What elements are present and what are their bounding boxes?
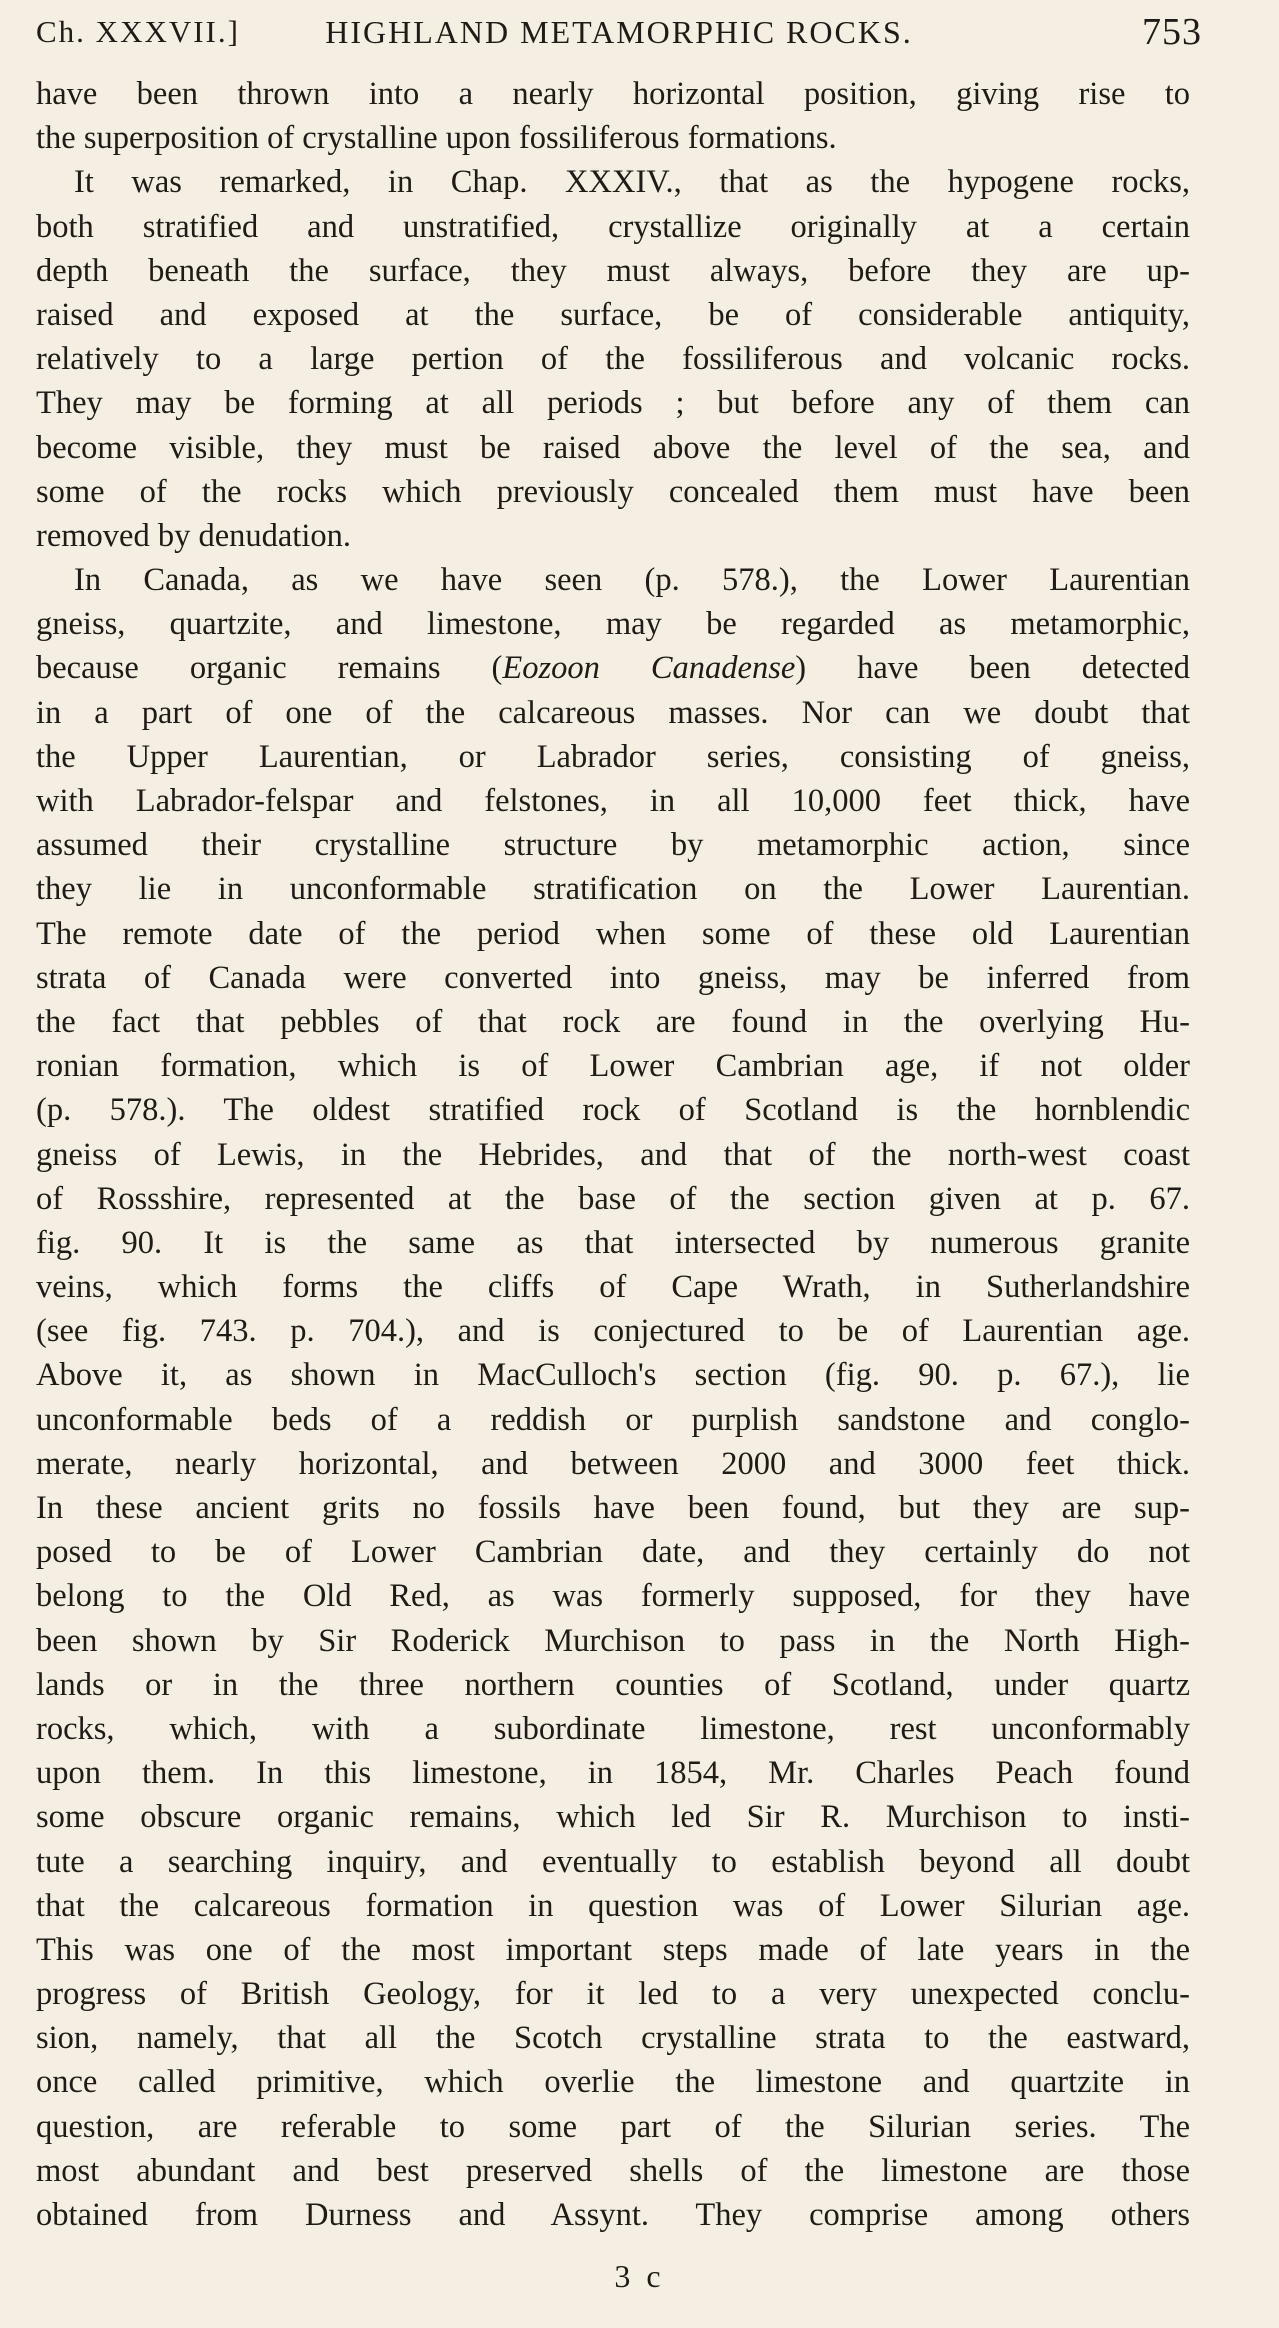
text-line: the fact that pebbles of that rock are found in the overlying Hu- <box>36 1003 1190 1040</box>
text-line: have been thrown into a nearly horizontal position, giving rise to <box>36 76 1190 112</box>
page-number: 753 <box>1142 11 1202 53</box>
text-line: assumed their crystalline structure by metamorphic action, since <box>36 827 1190 864</box>
text-line: some obscure organic remains, which led Sir R. Murchison to insti- <box>36 1799 1190 1836</box>
running-head <box>36 10 1202 62</box>
text-line: been shown by Sir Roderick Murchison to pass in the North High- <box>36 1622 1190 1659</box>
text-line: ronian formation, which is of Lower Cambrian age, if not older <box>36 1048 1190 1085</box>
text-line: of Rossshire, represented at the base of the section given at p. 67. <box>36 1180 1190 1217</box>
text-line: It was remarked, in Chap. XXXIV., that as the hypogene rocks, <box>74 164 1190 201</box>
body-text <box>36 72 1190 2237</box>
signature-mark: 3 c <box>614 2258 665 2294</box>
text-line: The remote date of the period when some of these old Laurentian <box>36 915 1190 952</box>
text-line: In these ancient grits no fossils have been found, but they are sup- <box>36 1490 1190 1526</box>
text-line: sion, namely, that all the Scotch crystalline strata to the eastward, <box>36 2020 1190 2057</box>
text-line: (p. 578.). The oldest stratified rock of Scotland is the hornblendic <box>36 1092 1190 1129</box>
text-line: the Upper Laurentian, or Labrador series, consisting of gneiss, <box>36 738 1190 775</box>
text-line: relatively to a large pertion of the fossiliferous and volcanic rocks. <box>36 341 1190 378</box>
text-line: depth beneath the surface, they must always, before they are up- <box>36 252 1190 289</box>
text-line: because organic remains (Eozoon Canadense) have been detected <box>36 650 1190 687</box>
text-line: In Canada, as we have seen (p. 578.), the Lower Laurentian <box>74 562 1190 599</box>
text-line: obtained from Durness and Assynt. They comprise among others <box>36 2197 1190 2233</box>
text-line: veins, which forms the cliffs of Cape Wrath, in Sutherlandshire <box>36 1269 1190 1306</box>
taxon-name: Eozoon Canadense <box>502 650 796 687</box>
text-line: some of the rocks which previously concealed them must have been <box>36 473 1190 510</box>
text-line: most abundant and best preserved shells of the limestone are those <box>36 2152 1190 2189</box>
text-line: removed by denudation. <box>36 517 351 554</box>
text-line: the superposition of crystalline upon fossiliferous formations. <box>36 120 837 157</box>
text-line: rocks, which, with a subordinate limestone, rest unconformably <box>36 1710 1190 1747</box>
text-line: strata of Canada were converted into gneiss, may be inferred from <box>36 959 1190 996</box>
chapter-reference: Ch. XXXVII.] <box>36 14 240 49</box>
text-line: gneiss of Lewis, in the Hebrides, and that of the north-west coast <box>36 1136 1190 1173</box>
text-line: fig. 90. It is the same as that intersected by numerous granite <box>36 1224 1190 1261</box>
text-line: lands or in the three northern counties of Scotland, under quartz <box>36 1666 1190 1703</box>
text-line: This was one of the most important steps made of late years in the <box>36 1931 1190 1968</box>
text-line: gneiss, quartzite, and limestone, may be regarded as metamorphic, <box>36 606 1190 643</box>
text-line: that the calcareous formation in question was of Lower Silurian age. <box>36 1887 1190 1924</box>
text-line: unconformable beds of a reddish or purplish sandstone and conglo- <box>36 1401 1190 1438</box>
text-line: with Labrador-felspar and felstones, in all 10,000 feet thick, have <box>36 783 1190 819</box>
text-line: raised and exposed at the surface, be of considerable antiquity, <box>36 296 1190 333</box>
text-line: question, are referable to some part of the Silurian series. The <box>36 2108 1190 2145</box>
text-line: once called primitive, which overlie the limestone and quartzite in <box>36 2064 1190 2101</box>
text-line: both stratified and unstratified, crystallize originally at a certain <box>36 208 1190 245</box>
text-line: posed to be of Lower Cambrian date, and they certainly do not <box>36 1534 1190 1571</box>
text-line: (see fig. 743. p. 704.), and is conjectured to be of Laurentian age. <box>36 1313 1190 1350</box>
text-line: Above it, as shown in MacCulloch's section (fig. 90. p. 67.), lie <box>36 1357 1190 1394</box>
text-line: progress of British Geology, for it led to a very unexpected conclu- <box>36 1976 1190 2013</box>
text-line: tute a searching inquiry, and eventually to establish beyond all doubt <box>36 1843 1190 1880</box>
running-title: HIGHLAND METAMORPHIC ROCKS. <box>325 14 913 50</box>
text-line: in a part of one of the calcareous masses. Nor can we doubt that <box>36 694 1190 731</box>
text-line: upon them. In this limestone, in 1854, Mr. Charles Peach found <box>36 1755 1190 1792</box>
text-line: They may be forming at all periods ; but before any of them can <box>36 385 1190 422</box>
text-line: merate, nearly horizontal, and between 2000 and 3000 feet thick. <box>36 1445 1190 1482</box>
text-line: they lie in unconformable stratification on the Lower Laurentian. <box>36 871 1190 908</box>
text-line: belong to the Old Red, as was formerly supposed, for they have <box>36 1578 1190 1615</box>
text-line: become visible, they must be raised above the level of the sea, and <box>36 429 1190 466</box>
